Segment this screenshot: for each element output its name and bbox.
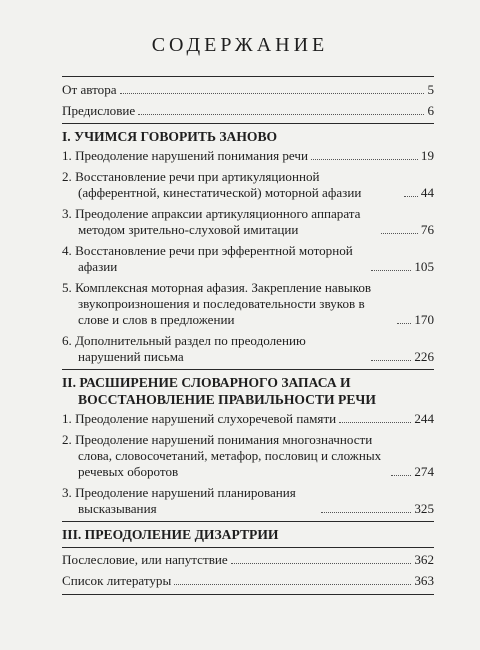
toc-page-number: 76 xyxy=(420,222,434,237)
toc-entry-label: 1. Преодоление нарушений слухоречевой памяти xyxy=(62,411,337,426)
toc-entry[interactable] xyxy=(62,333,434,365)
dot-leader xyxy=(371,360,411,361)
toc-page-number: 6 xyxy=(427,103,434,118)
toc-page-number: 5 xyxy=(427,82,434,97)
toc-page-number: 325 xyxy=(414,501,434,516)
toc-page-number: 19 xyxy=(420,148,434,163)
toc-page-number: 170 xyxy=(414,312,434,327)
toc-entry[interactable] xyxy=(62,280,434,328)
section-heading[interactable]: II. РАСШИРЕНИЕ СЛОВАРНОГО ЗАПАСА И ВОССТАНОВЛЕНИЕ ПРАВИЛЬНОСТИ РЕЧИ xyxy=(62,375,376,407)
toc-entry-label: Послесловие, или напутствие xyxy=(62,552,228,567)
toc-page-number: 244 xyxy=(414,411,434,426)
dot-leader xyxy=(174,584,411,585)
toc-page-number: 44 xyxy=(420,185,434,200)
dot-leader xyxy=(231,563,412,564)
toc-entry-label: 6. Дополнительный раздел по преодолению нарушений письма xyxy=(62,333,306,364)
dot-leader xyxy=(397,323,411,324)
dot-leader xyxy=(404,196,418,197)
toc-entry-label: 2. Восстановление речи при артикуляционной (афферентной, кинестатической) моторной афазии xyxy=(62,169,362,200)
dot-leader xyxy=(381,233,418,234)
toc-entry-preface[interactable] xyxy=(62,103,434,119)
toc-entry-label: 4. Восстановление речи при эфферентной моторной афазии xyxy=(62,243,353,274)
toc-entry[interactable] xyxy=(62,206,434,238)
dot-leader xyxy=(321,512,411,513)
toc-entry-label: Список литературы xyxy=(62,573,172,588)
toc-entry[interactable] xyxy=(62,243,434,275)
toc-entry-bibliography[interactable] xyxy=(62,573,434,589)
toc-entry-label: 1. Преодоление нарушений понимания речи xyxy=(62,148,308,163)
dot-leader xyxy=(371,270,411,271)
toc-entry-label: 3. Преодоление нарушений планирования высказывания xyxy=(62,485,296,516)
dot-leader xyxy=(120,93,425,94)
toc-entry-afterword[interactable] xyxy=(62,552,434,568)
toc-entry[interactable] xyxy=(62,169,434,201)
toc-entry[interactable] xyxy=(62,411,434,427)
section-heading[interactable]: III. ПРЕОДОЛЕНИЕ ДИЗАРТРИИ xyxy=(62,527,279,542)
toc-entry-label: 3. Преодоление апраксии артикуляционного аппарата методом зрительно-слуховой имитации xyxy=(62,206,361,237)
toc-page-number: 362 xyxy=(414,552,434,567)
toc-entry-label: От автора xyxy=(62,82,117,97)
toc-page-number: 274 xyxy=(414,464,434,479)
toc-page-number: 105 xyxy=(414,259,434,274)
section-heading[interactable]: I. УЧИМСЯ ГОВОРИТЬ ЗАНОВО xyxy=(62,129,278,144)
toc-entry[interactable] xyxy=(62,485,434,517)
table-of-contents xyxy=(62,76,434,595)
divider xyxy=(62,594,434,595)
dot-leader xyxy=(311,159,418,160)
toc-entry-label: 5. Комплексная моторная афазия. Закрепление навыков звукопроизношения и последовательности звуков в слове и слов в предложении xyxy=(62,280,372,327)
toc-entry[interactable] xyxy=(62,148,434,164)
toc-entry-label: 2. Преодоление нарушений понимания многозначности слова, словосочетаний, метафор, пословиц и сложных речевых оборотов xyxy=(62,432,382,479)
dot-leader xyxy=(339,422,411,423)
toc-entry-author[interactable] xyxy=(62,82,434,98)
toc-page-number: 363 xyxy=(414,573,434,588)
page-title: СОДЕРЖАНИЕ xyxy=(151,34,329,56)
toc-page-number: 226 xyxy=(414,349,434,364)
toc-entry-label: Предисловие xyxy=(62,103,136,118)
toc-entry[interactable] xyxy=(62,432,434,480)
dot-leader xyxy=(391,475,411,476)
dot-leader xyxy=(138,114,424,115)
